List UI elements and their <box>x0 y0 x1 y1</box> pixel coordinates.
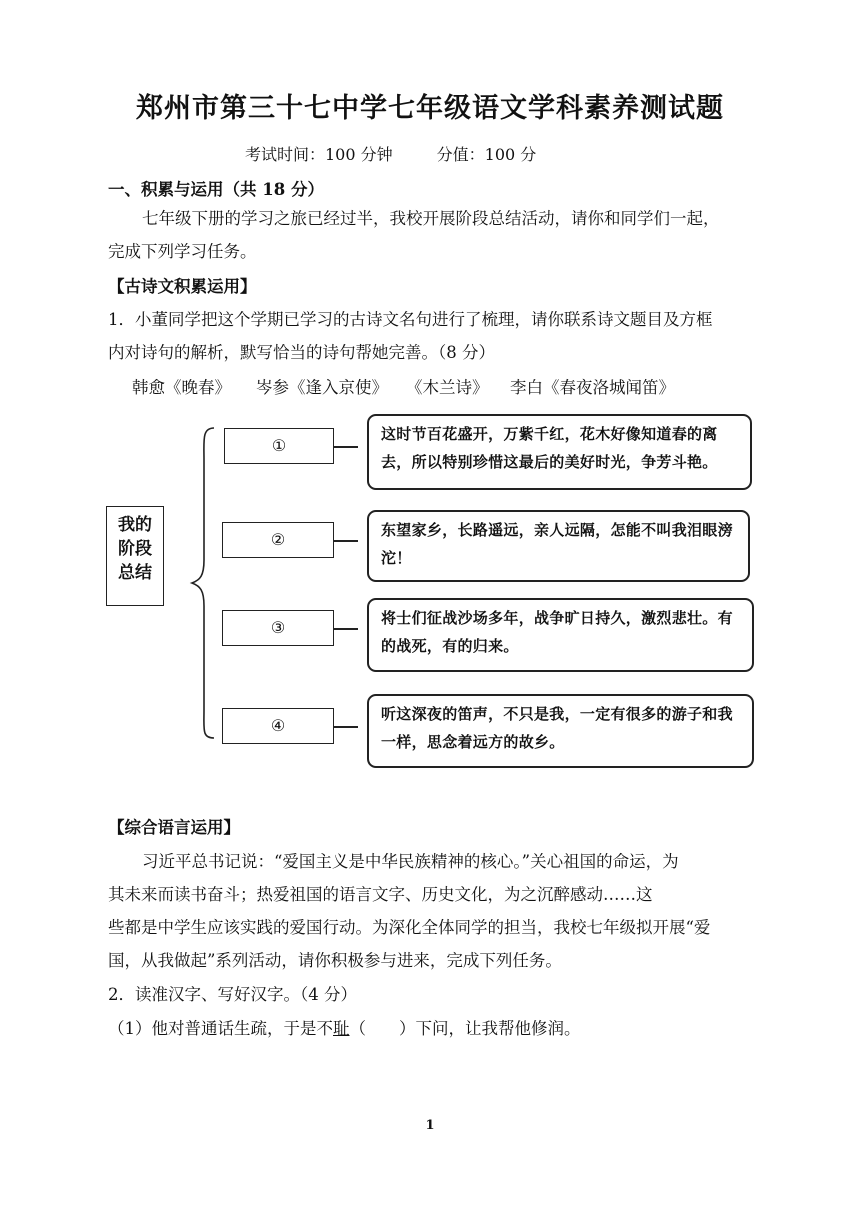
intro-line-1: 七年级下册的学习之旅已经过半，我校开展阶段总结活动，请你和同学们一起， <box>142 209 720 228</box>
connector-4 <box>334 726 358 728</box>
poem-title-2: 岑参《逢入京使》 <box>256 378 388 397</box>
q2-item-1-pre: （1）他对普通话生疏，于是不 <box>108 1019 333 1038</box>
poem-title-4: 李白《春夜洛城闻笛》 <box>510 378 675 397</box>
explanation-1: 这时节百花盛开，万紫千红，花木好像知道春的离去，所以特别珍惜这最后的美好时光，争芳斗艳。 <box>367 414 752 490</box>
answer-box-4[interactable]: ④ <box>222 708 334 744</box>
summary-line-1: 我的 <box>118 515 152 535</box>
explanation-4: 听这深夜的笛声，不只是我，一定有很多的游子和我一样，思念着远方的故乡。 <box>367 694 754 768</box>
summary-box <box>106 506 164 606</box>
q1-line-2: 内对诗句的解析，默写恰当的诗句帮她完善。（8 分） <box>108 343 495 362</box>
q2-item-1 <box>108 1017 581 1042</box>
poem-title-3: 《木兰诗》 <box>406 378 489 397</box>
page-number: 1 <box>425 1118 435 1133</box>
connector-2 <box>334 540 358 542</box>
q2-item-1-char: 耻 <box>333 1019 350 1038</box>
subsection-ancient-poetry: 【古诗文积累运用】 <box>108 277 257 296</box>
answer-box-3[interactable]: ③ <box>222 610 334 646</box>
connector-1 <box>334 446 358 448</box>
poem-title-1: 韩愈《晚春》 <box>132 378 231 397</box>
exam-score: 分值：100 分 <box>436 145 537 164</box>
q2-item-1-blank[interactable]: （ ）下问，让我帮他修润。 <box>349 1019 581 1038</box>
intro-line-2: 完成下列学习任务。 <box>108 242 257 261</box>
para2-line-2: 其未来而读书奋斗；热爱祖国的语言文字、历史文化，为之沉醉感动……这 <box>108 885 653 904</box>
para2-line-4: 国，从我做起”系列活动，请你积极参与进来，完成下列任务。 <box>108 951 562 970</box>
summary-line-2: 阶段 <box>118 539 152 559</box>
answer-box-2[interactable]: ② <box>222 522 334 558</box>
page-title: 郑州市第三十七中学七年级语文学科素养测试题 <box>136 93 724 124</box>
subsection-language-use: 【综合语言运用】 <box>108 818 240 837</box>
section1-heading: 一、积累与运用（共 18 分） <box>108 180 324 199</box>
explanation-2: 东望家乡，长路遥远，亲人远隔，怎能不叫我泪眼滂沱！ <box>367 510 750 582</box>
para2-line-1: 习近平总书记说：“爱国主义是中华民族精神的核心。”关心祖国的命运，为 <box>142 852 679 871</box>
brace-icon <box>180 420 220 750</box>
exam-meta <box>245 142 536 165</box>
q2-heading: 2．读准汉字、写好汉字。（4 分） <box>108 985 357 1004</box>
explanation-3: 将士们征战沙场多年，战争旷日持久，激烈悲壮。有的战死，有的归来。 <box>367 598 754 672</box>
answer-box-1[interactable]: ① <box>224 428 334 464</box>
exam-time: 考试时间：100 分钟 <box>245 145 393 164</box>
q1-line-1: 1．小董同学把这个学期已学习的古诗文名句进行了梳理，请你联系诗文题目及方框 <box>108 310 713 329</box>
para2-line-3: 些都是中学生应该实践的爱国行动。为深化全体同学的担当，我校七年级拟开展“爱 <box>108 918 711 937</box>
connector-3 <box>334 628 358 630</box>
summary-line-3: 总结 <box>118 563 152 583</box>
